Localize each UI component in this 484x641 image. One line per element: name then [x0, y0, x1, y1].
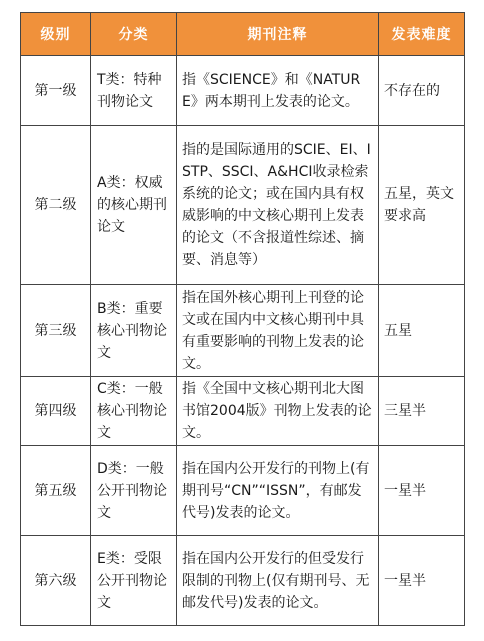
category-cell: C类：一般核心刊物论文	[91, 377, 177, 446]
level-cell: 第五级	[21, 446, 91, 536]
table-row	[21, 377, 465, 446]
header-level: 级别	[21, 13, 91, 56]
level-cell: 第四级	[21, 377, 91, 446]
difficulty-cell: 五星，英文要求高	[379, 126, 465, 285]
note-cell: 指《全国中文核心期刊北大图书馆2004版》刊物上发表的论文。	[177, 377, 379, 446]
table-row	[21, 285, 465, 377]
category-cell: B类：重要核心刊物论文	[91, 285, 177, 377]
category-cell: E类：受限公开刊物论文	[91, 536, 177, 626]
category-cell: A类：权威的核心期刊论文	[91, 126, 177, 285]
note-cell: 指在国外核心期刊上刊登的论文或在国内中文核心期刊中具有重要影响的刊物上发表的论文。	[177, 285, 379, 377]
level-cell: 第三级	[21, 285, 91, 377]
difficulty-cell: 一星半	[379, 446, 465, 536]
category-cell: D类：一般公开刊物论文	[91, 446, 177, 536]
level-cell: 第一级	[21, 56, 91, 126]
header-category: 分类	[91, 13, 177, 56]
note-cell: 指在国内公开发行的刊物上(有期刊号“CN”“ISSN”，有邮发代号)发表的论文。	[177, 446, 379, 536]
header-difficulty: 发表难度	[379, 13, 465, 56]
category-cell: T类：特种刊物论文	[91, 56, 177, 126]
table-header-row	[21, 13, 465, 56]
level-cell: 第六级	[21, 536, 91, 626]
level-cell: 第二级	[21, 126, 91, 285]
difficulty-cell: 不存在的	[379, 56, 465, 126]
table-row	[21, 446, 465, 536]
note-cell: 指的是国际通用的SCIE、EI、ISTP、SSCI、A&HCI收录检索系统的论文；或在国内具有权威影响的中文核心期刊上发表的论文（不含报道性综述、摘要、消息等）	[177, 126, 379, 285]
table-row	[21, 126, 465, 285]
header-note: 期刊注释	[177, 13, 379, 56]
note-cell: 指在国内公开发行的但受发行限制的刊物上(仅有期刊号、无邮发代号)发表的论文。	[177, 536, 379, 626]
difficulty-cell: 三星半	[379, 377, 465, 446]
difficulty-cell: 一星半	[379, 536, 465, 626]
difficulty-cell: 五星	[379, 285, 465, 377]
note-cell: 指《SCIENCE》和《NATURE》两本期刊上发表的论文。	[177, 56, 379, 126]
table-row	[21, 56, 465, 126]
journal-table-container	[20, 12, 464, 626]
journal-classification-table	[20, 12, 465, 626]
table-row	[21, 536, 465, 626]
